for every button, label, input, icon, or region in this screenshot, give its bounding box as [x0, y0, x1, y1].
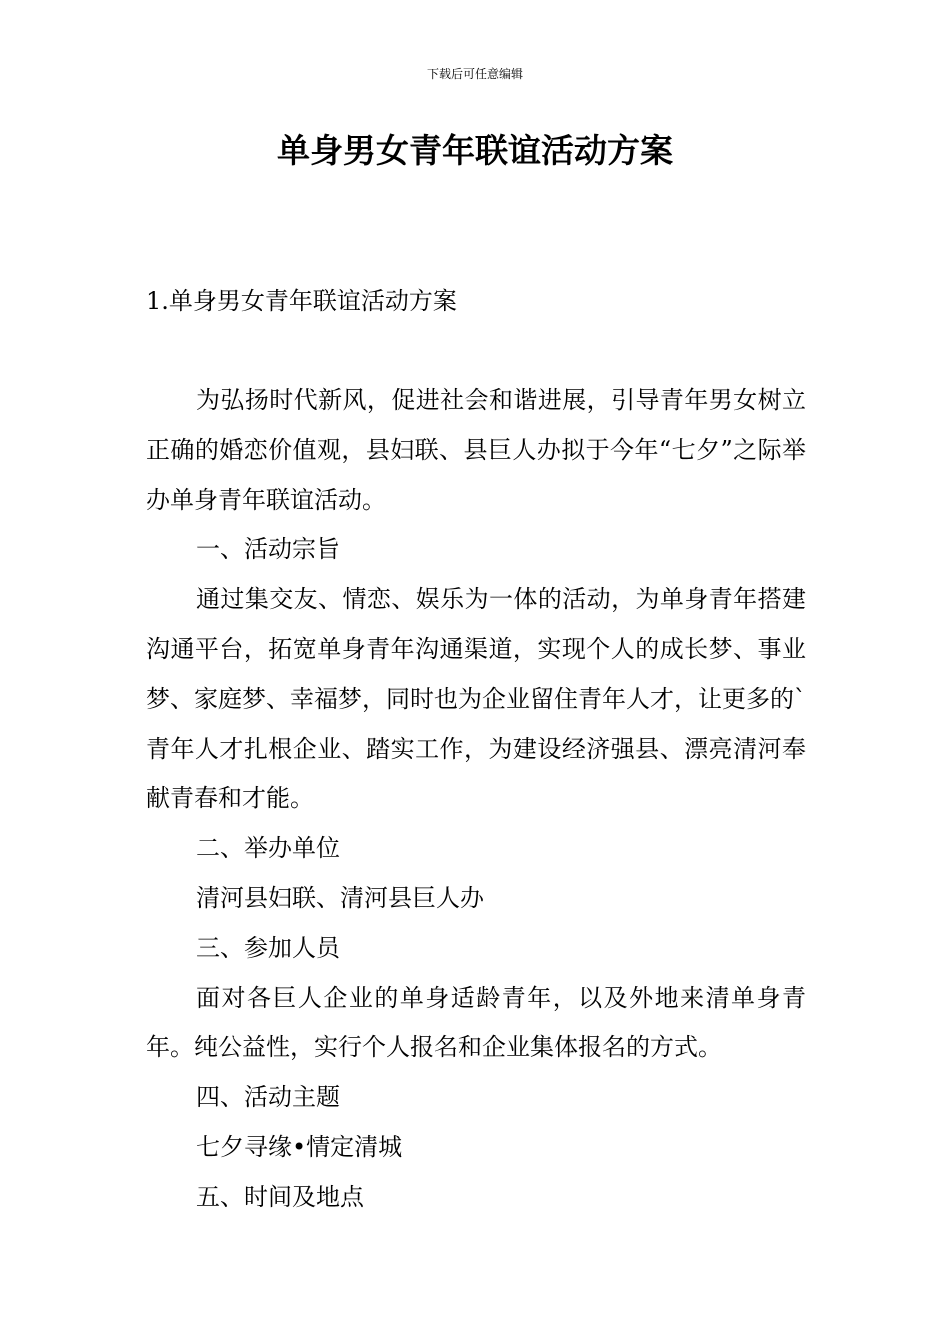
header-note: 下载后可任意编辑 — [426, 67, 523, 81]
heading-time-location: 五、时间及地点 — [196, 1182, 364, 1211]
paragraph-organizers: 清河县妇联、清河县巨人办 — [196, 883, 484, 912]
document-body — [146, 376, 806, 1223]
paragraph-theme: 七夕寻缘•情定清城 — [196, 1132, 403, 1161]
heading-purpose: 一、活动宗旨 — [196, 535, 340, 564]
heading-organizers: 二、举办单位 — [196, 834, 340, 863]
heading-participants: 三、参加人员 — [196, 933, 340, 962]
paragraph-purpose: 通过集交友、情恋、娱乐为一体的活动，为单身青年搭建沟通平台，拓宽单身青年沟通渠道，实现个人的成长梦、事业梦、家庭梦、幸福梦，同时也为企业留住青年人才，让更多的`青年人才扎根企业、踏实工作，为建设经济强县、漂亮清河奉献青春和才能。 — [146, 585, 806, 813]
document-title: 单身男女青年联谊活动方案 — [277, 131, 673, 170]
heading-theme: 四、活动主题 — [196, 1083, 340, 1112]
paragraph-participants: 面对各巨人企业的单身适龄青年，以及外地来清单身青年。纯公益性，实行个人报名和企业集体报名的方式。 — [146, 983, 806, 1062]
section-heading: 1.单身男女青年联谊活动方案 — [146, 287, 457, 315]
paragraph-intro: 为弘扬时代新风，促进社会和谐进展，引导青年男女树立正确的婚恋价值观，县妇联、县巨人办拟于今年“七夕”之际举办单身青年联谊活动。 — [146, 386, 806, 514]
